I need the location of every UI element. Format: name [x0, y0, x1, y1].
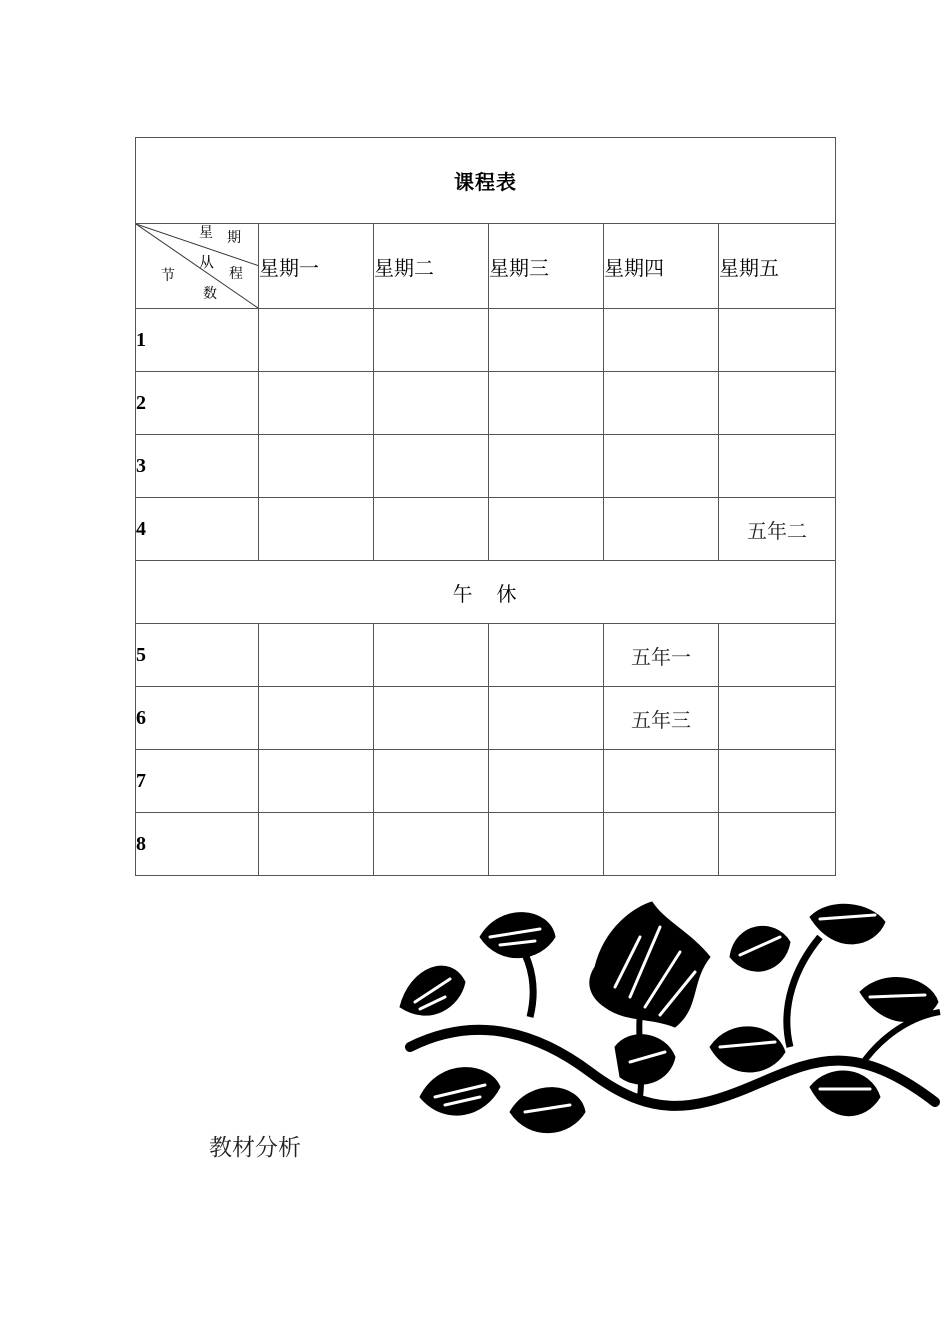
course-cell: 五年二: [719, 498, 836, 561]
corner-label-jie: 节: [161, 268, 175, 284]
day-header-thursday: 星期四: [604, 224, 719, 309]
table-row: [136, 309, 836, 372]
day-header-monday: 星期一: [259, 224, 374, 309]
corner-label-cheng: 程: [229, 266, 243, 282]
course-cell: [374, 372, 489, 435]
course-cell: [604, 498, 719, 561]
lunch-break-row: 午 休: [136, 561, 836, 624]
course-cell: [604, 750, 719, 813]
course-cell: [374, 687, 489, 750]
table-row: [136, 435, 836, 498]
corner-label-shu: 数: [203, 286, 217, 302]
course-cell: [719, 372, 836, 435]
course-cell: [489, 687, 604, 750]
course-cell: [259, 750, 374, 813]
course-cell: [719, 813, 836, 876]
period-number: 5: [136, 624, 259, 687]
course-cell: [259, 498, 374, 561]
period-number: 7: [136, 750, 259, 813]
period-number: 2: [136, 372, 259, 435]
period-number: 3: [136, 435, 259, 498]
course-cell: [374, 309, 489, 372]
course-cell: 五年一: [604, 624, 719, 687]
course-cell: [719, 435, 836, 498]
corner-label-cong: 从: [199, 253, 215, 271]
course-cell: 五年三: [604, 687, 719, 750]
course-cell: [604, 435, 719, 498]
course-cell: [374, 750, 489, 813]
table-row: [136, 687, 836, 750]
day-header-wednesday: 星期三: [489, 224, 604, 309]
course-cell: [374, 498, 489, 561]
table-title: 课程表: [136, 138, 836, 224]
table-row: [136, 624, 836, 687]
period-number: 1: [136, 309, 259, 372]
period-number: 8: [136, 813, 259, 876]
corner-label-qi: 期: [227, 230, 241, 246]
course-cell: [374, 813, 489, 876]
day-header-tuesday: 星期二: [374, 224, 489, 309]
course-cell: [604, 372, 719, 435]
course-cell: [259, 624, 374, 687]
table-row: [136, 372, 836, 435]
course-cell: [374, 435, 489, 498]
course-cell: [259, 687, 374, 750]
course-cell: [719, 750, 836, 813]
day-header-friday: 星期五: [719, 224, 836, 309]
caption-text: 教材分析: [209, 1135, 301, 1161]
period-number: 6: [136, 687, 259, 750]
course-cell: [719, 309, 836, 372]
course-cell: [489, 813, 604, 876]
course-cell: [719, 687, 836, 750]
table-row: [136, 498, 836, 561]
course-cell: [719, 624, 836, 687]
course-cell: [489, 498, 604, 561]
table-row: [136, 750, 836, 813]
course-cell: [259, 372, 374, 435]
course-cell: [489, 309, 604, 372]
schedule-table: [135, 137, 836, 876]
course-cell: [604, 813, 719, 876]
floral-papercut-ornament-icon: [390, 897, 948, 1147]
course-cell: [259, 435, 374, 498]
course-cell: [259, 309, 374, 372]
course-cell: [259, 813, 374, 876]
course-cell: [374, 624, 489, 687]
period-number: 4: [136, 498, 259, 561]
course-cell: [489, 372, 604, 435]
course-cell: [604, 309, 719, 372]
diagonal-header-cell: [136, 224, 259, 309]
course-cell: [489, 750, 604, 813]
corner-label-xing: 星: [199, 225, 213, 241]
course-cell: [489, 435, 604, 498]
table-row: [136, 813, 836, 876]
course-cell: [489, 624, 604, 687]
